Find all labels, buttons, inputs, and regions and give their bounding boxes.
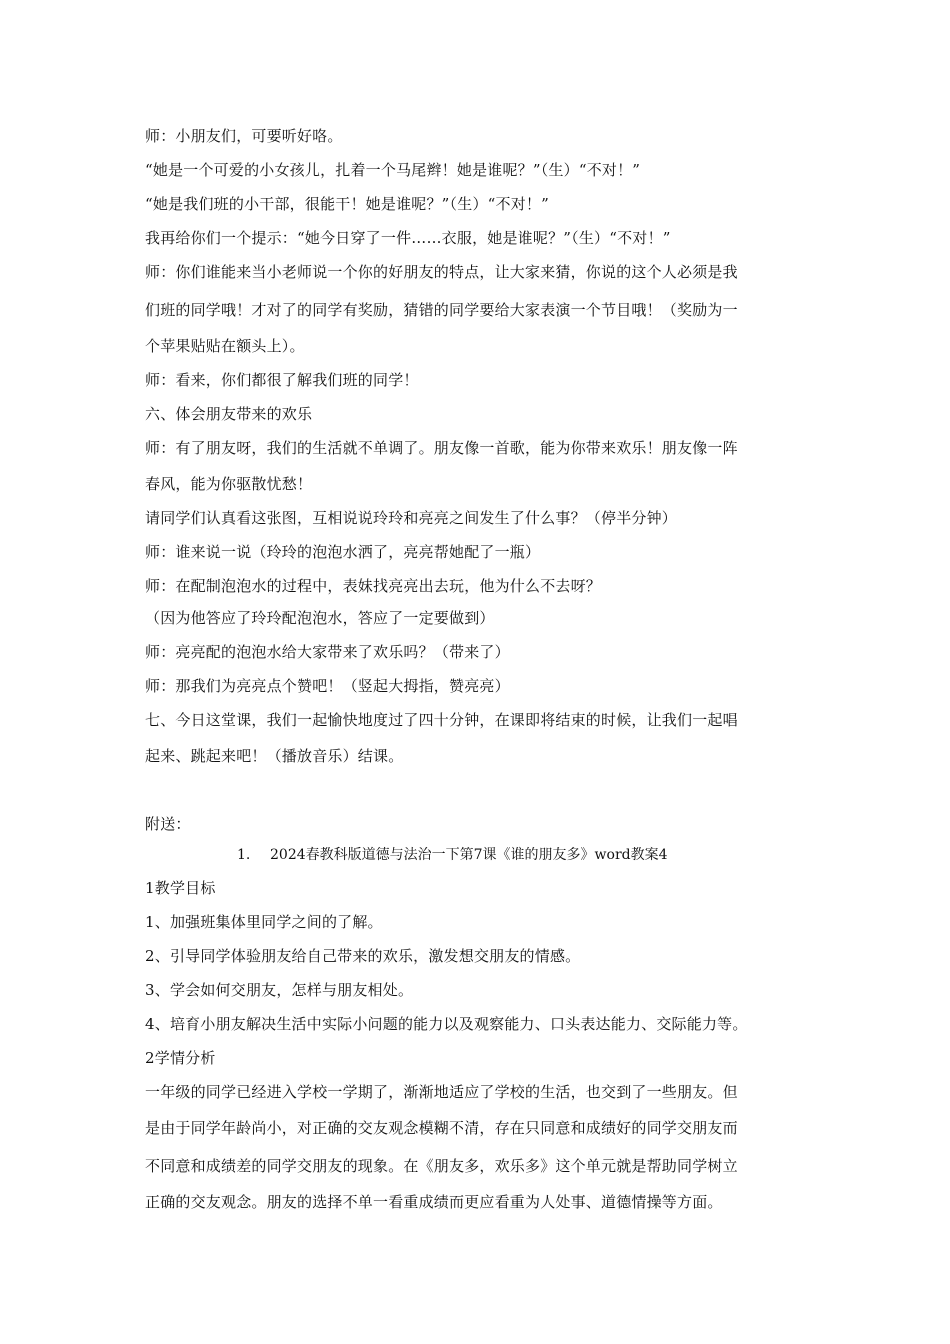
text-line: 师：有了朋友呀，我们的生活就不单调了。朋友像一首歌，能为你带来欢乐！朋友像一阵 — [145, 439, 738, 457]
text-line: 们班的同学哦！才对了的同学有奖励，猜错的同学要给大家表演一个节目哦！（奖励为一 — [145, 301, 738, 319]
appendix-line: 一年级的同学已经进入学校一学期了，渐渐地适应了学校的生活，也交到了一些朋友。但 — [145, 1083, 738, 1101]
section-heading: 七、今日这堂课，我们一起愉快地度过了四十分钟，在课即将结束的时候，让我们一起唱 — [145, 711, 738, 729]
text-line: 师：那我们为亮亮点个赞吧！（竖起大拇指，赞亮亮） — [145, 677, 510, 695]
text-line: 请同学们认真看这张图，互相说说玲玲和亮亮之间发生了什么事？（停半分钟） — [145, 509, 678, 527]
text-line: 师：谁来说一说（玲玲的泡泡水洒了，亮亮帮她配了一瓶） — [145, 543, 541, 561]
text-line: “她是我们班的小干部，很能干！她是谁呢？”（生）“不对！” — [145, 195, 549, 213]
section-heading: 六、体会朋友带来的欢乐 — [145, 405, 313, 423]
text-line: 师：看来，你们都很了解我们班的同学！ — [145, 371, 419, 389]
appendix-line: 不同意和成绩差的同学交朋友的现象。在《朋友多，欢乐多》这个单元就是帮助同学树立 — [145, 1157, 738, 1175]
appendix-line: 是由于同学年龄尚小，对正确的交友观念模糊不清，存在只同意和成绩好的同学交朋友而 — [145, 1119, 738, 1137]
appendix-title-text: 2024春教科版道德与法治一下第7课《谁的朋友多》word教案4 — [270, 847, 668, 863]
text-line: “她是一个可爱的小女孩儿，扎着一个马尾辫！她是谁呢？”（生）“不对！” — [145, 161, 641, 179]
appendix-line: 正确的交友观念。朋友的选择不单一看重成绩而更应看重为人处事、道德情操等方面。 — [145, 1193, 723, 1211]
appendix-heading: 1教学目标 — [145, 879, 216, 897]
text-line: （因为他答应了玲玲配泡泡水，答应了一定要做到） — [145, 609, 495, 627]
text-line: 我再给你们一个提示：“她今日穿了一件……衣服，她是谁呢？”（生）“不对！” — [145, 229, 671, 247]
appendix-label: 附送： — [145, 815, 191, 833]
appendix-heading: 2学情分析 — [145, 1049, 216, 1067]
appendix-line: 2、引导同学体验朋友给自己带来的欢乐，激发想交朋友的情感。 — [145, 947, 581, 965]
appendix-line: 1、加强班集体里同学之间的了解。 — [145, 913, 383, 931]
text-line: 春风，能为你驱散忧愁！ — [145, 475, 313, 493]
appendix-line: 3、学会如何交朋友，怎样与朋友相处。 — [145, 981, 414, 999]
appendix-title-number: 1. — [237, 847, 251, 863]
text-line: 个苹果贴贴在额头上）。 — [145, 337, 305, 355]
text-line: 师：小朋友们，可要听好咯。 — [145, 127, 343, 145]
text-line: 师：在配制泡泡水的过程中，表妹找亮亮出去玩，他为什么不去呀？ — [145, 577, 602, 595]
text-line: 师：亮亮配的泡泡水给大家带来了欢乐吗？（带来了） — [145, 643, 510, 661]
text-line: 师：你们谁能来当小老师说一个你的好朋友的特点，让大家来猜，你说的这个人必须是我 — [145, 263, 738, 281]
appendix-line: 4、培育小朋友解决生活中实际小问题的能力以及观察能力、口头表达能力、交际能力等。 — [145, 1015, 748, 1033]
text-line: 起来、跳起来吧！（播放音乐）结课。 — [145, 747, 404, 765]
